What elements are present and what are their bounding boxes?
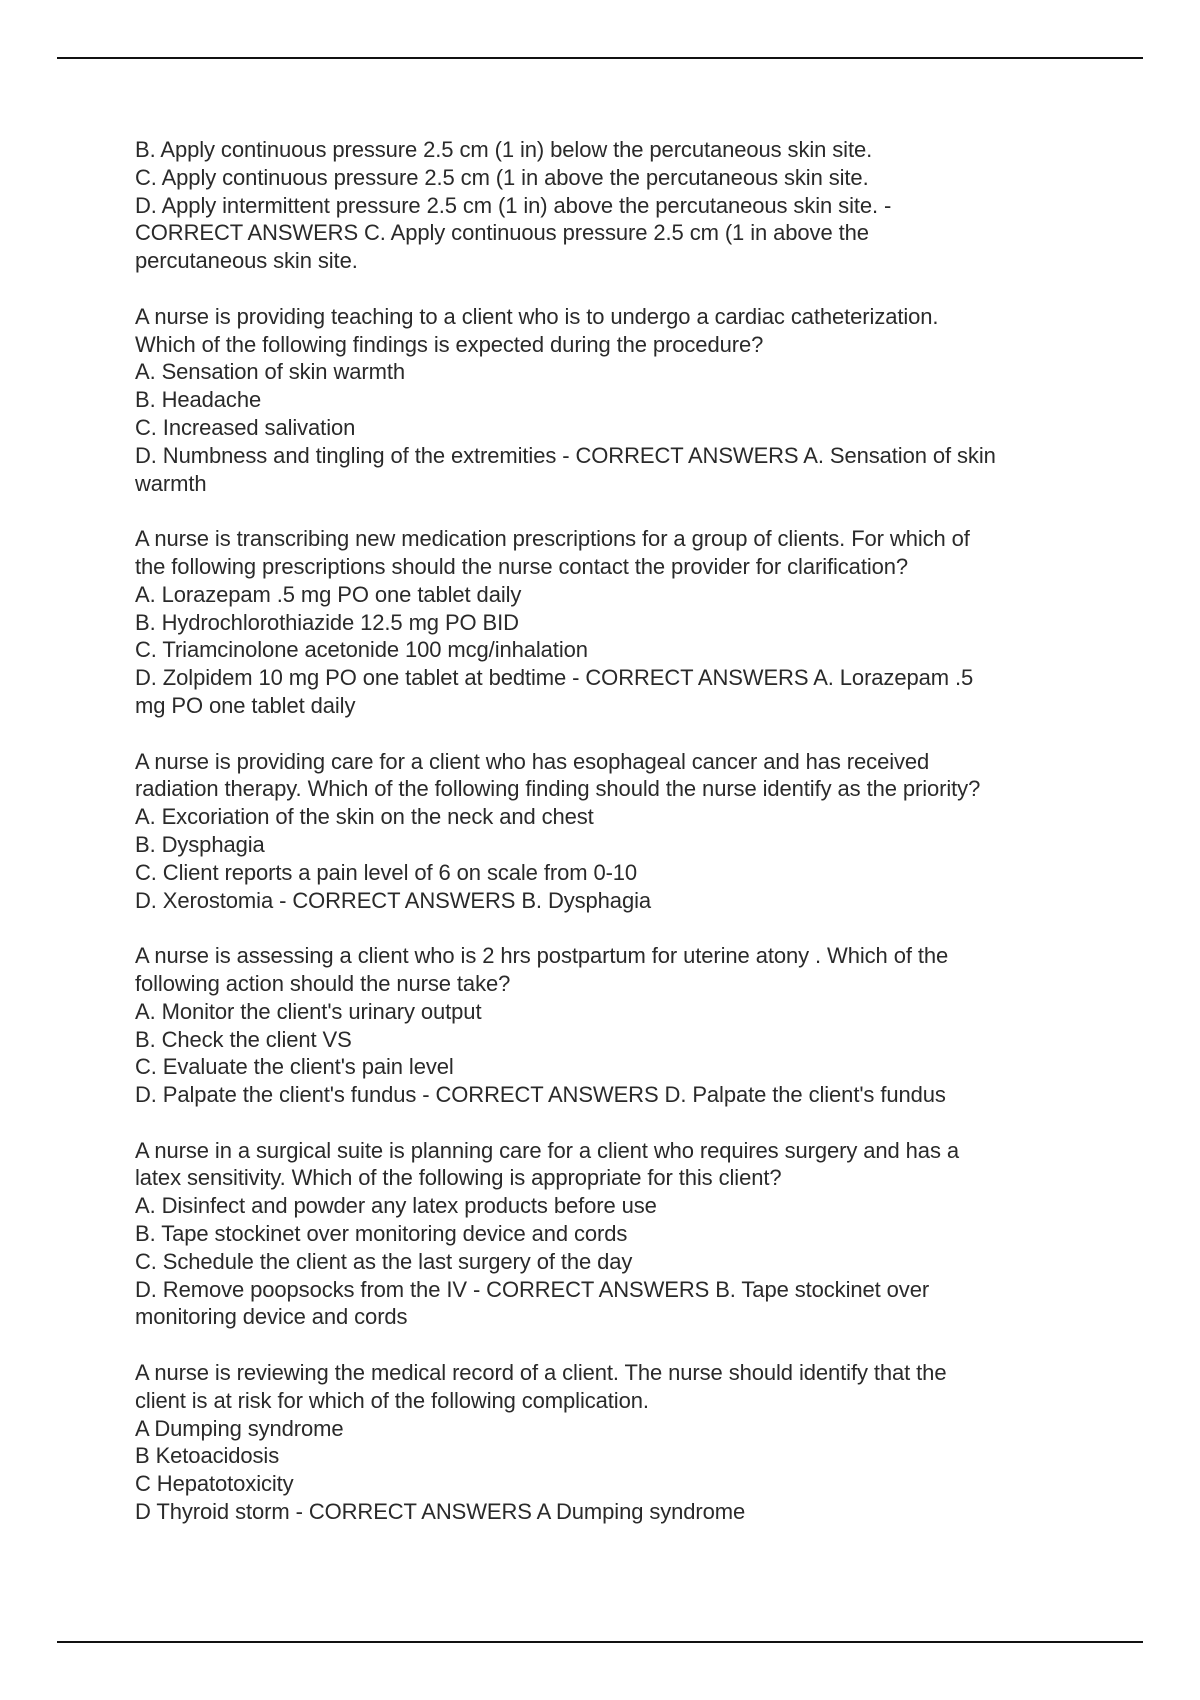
answer-option: A. Disinfect and powder any latex products before use — [135, 1193, 657, 1219]
answer-option: A. Sensation of skin warmth — [135, 359, 405, 385]
text-line: monitoring device and cords — [135, 1304, 408, 1330]
question-block — [135, 136, 1125, 275]
question-text: A nurse in a surgical suite is planning care for a client who requires surgery and has a — [135, 1137, 959, 1163]
question-block — [135, 525, 1125, 720]
question-text: A nurse is reviewing the medical record of a client. The nurse should identify that the — [135, 1360, 947, 1386]
text-line: warmth — [135, 470, 207, 496]
header-rule — [57, 57, 1143, 59]
question-text: following action should the nurse take? — [135, 970, 511, 996]
answer-option: D. Palpate the client's fundus - CORRECT ANSWERS D. Palpate the client's fundus — [135, 1082, 946, 1108]
answer-option: B Ketoacidosis — [135, 1443, 280, 1469]
answer-option: A. Excoriation of the skin on the neck and chest — [135, 804, 594, 830]
question-text: latex sensitivity. Which of the following is appropriate for this client? — [135, 1165, 782, 1191]
question-text: radiation therapy. Which of the following finding should the nurse identify as the priority? — [135, 776, 981, 802]
answer-option: D Thyroid storm - CORRECT ANSWERS A Dumping syndrome — [135, 1499, 746, 1525]
answer-option: C. Schedule the client as the last surgery of the day — [135, 1248, 633, 1274]
question-text: A nurse is providing care for a client who has esophageal cancer and has received — [135, 748, 930, 774]
text-line: B. Apply continuous pressure 2.5 cm (1 in) below the percutaneous skin site. — [135, 137, 873, 162]
question-text: Which of the following findings is expected during the procedure? — [135, 331, 764, 357]
question-block — [135, 748, 1125, 915]
answer-option: B. Hydrochlorothiazide 12.5 mg PO BID — [135, 609, 519, 635]
question-block — [135, 1359, 1125, 1526]
question-block — [135, 303, 1125, 498]
question-text: A nurse is assessing a client who is 2 hrs postpartum for uterine atony . Which of the — [135, 943, 949, 969]
answer-option: D. Zolpidem 10 mg PO one tablet at bedtime - CORRECT ANSWERS A. Lorazepam .5 — [135, 665, 974, 691]
text-line: CORRECT ANSWERS C. Apply continuous pressure 2.5 cm (1 in above the — [135, 220, 869, 246]
answer-option: B. Check the client VS — [135, 1026, 352, 1052]
text-line: C. Apply continuous pressure 2.5 cm (1 in above the percutaneous skin site. — [135, 164, 869, 190]
answer-option: A. Lorazepam .5 mg PO one tablet daily — [135, 581, 522, 607]
answer-option: D. Remove poopsocks from the IV - CORRECT ANSWERS B. Tape stockinet over — [135, 1276, 930, 1302]
text-line: percutaneous skin site. — [135, 248, 358, 274]
document-body — [135, 136, 1125, 1526]
footer-rule — [57, 1641, 1143, 1643]
answer-option: C. Client reports a pain level of 6 on scale from 0-10 — [135, 859, 638, 885]
question-block — [135, 1137, 1125, 1332]
question-text: client is at risk for which of the following complication. — [135, 1387, 649, 1413]
text-line: D. Apply intermittent pressure 2.5 cm (1 in) above the percutaneous skin site. - — [135, 192, 892, 218]
answer-option: A Dumping syndrome — [135, 1415, 344, 1441]
answer-option: B. Dysphagia — [135, 831, 265, 857]
answer-option: A. Monitor the client's urinary output — [135, 998, 482, 1024]
answer-option: B. Headache — [135, 387, 262, 413]
answer-option: C Hepatotoxicity — [135, 1471, 294, 1497]
answer-option: D. Xerostomia - CORRECT ANSWERS B. Dysphagia — [135, 887, 652, 913]
question-block — [135, 942, 1125, 1109]
answer-option: D. Numbness and tingling of the extremities - CORRECT ANSWERS A. Sensation of skin — [135, 442, 996, 468]
answer-option: C. Increased salivation — [135, 414, 356, 440]
answer-option: C. Triamcinolone acetonide 100 mcg/inhalation — [135, 637, 588, 663]
text-line: mg PO one tablet daily — [135, 692, 356, 718]
question-text: A nurse is providing teaching to a client who is to undergo a cardiac catheterization. — [135, 303, 939, 329]
question-text: the following prescriptions should the nurse contact the provider for clarification? — [135, 553, 909, 579]
question-text: A nurse is transcribing new medication prescriptions for a group of clients. For which of — [135, 526, 970, 552]
answer-option: C. Evaluate the client's pain level — [135, 1054, 454, 1080]
answer-option: B. Tape stockinet over monitoring device and cords — [135, 1221, 628, 1247]
